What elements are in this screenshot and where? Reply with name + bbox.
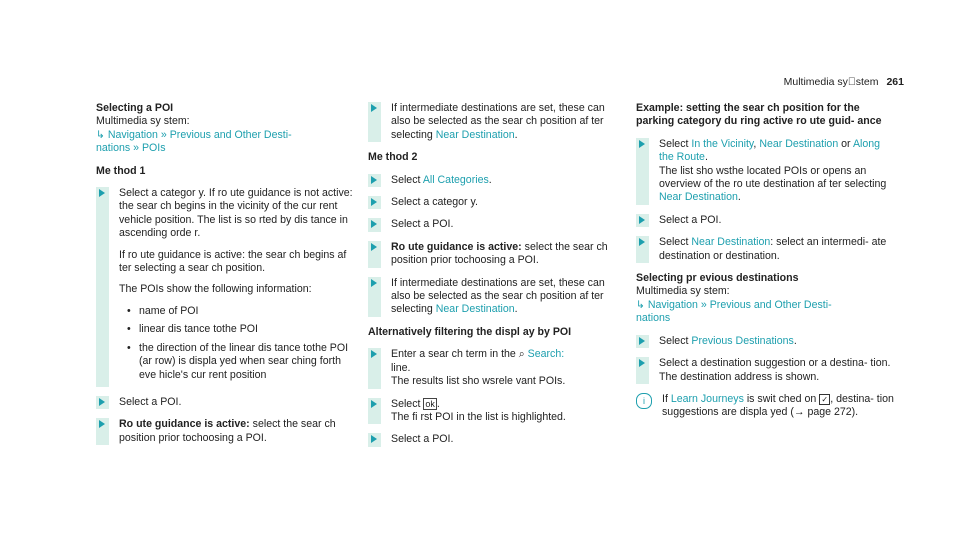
- link-previous-destinations[interactable]: Previous Destinations: [691, 334, 794, 347]
- link-near-destination[interactable]: Near Destination: [691, 236, 771, 249]
- step: [96, 396, 354, 409]
- link-near-destination[interactable]: Near Destination: [759, 137, 839, 150]
- step: [368, 348, 626, 388]
- play-arrow-icon: [639, 359, 645, 367]
- link-near-destination[interactable]: Near Destination: [659, 191, 738, 204]
- step: Select In the Vicinity, Near Destination or Along the Route. The list sho wsthe located POIs or opens an overview of the ro ute destination af ter selecting Near Destination.: [636, 138, 894, 205]
- step-text: Select: [391, 397, 424, 410]
- nav-path: [636, 299, 894, 326]
- info-note: [636, 393, 894, 420]
- nav-navigation[interactable]: Navigation: [647, 298, 698, 311]
- submenu-arrow-icon: ↳: [636, 298, 645, 311]
- nav-navigation[interactable]: Navigation: [107, 128, 158, 141]
- play-arrow-icon: [639, 216, 645, 224]
- play-arrow-icon: [371, 176, 377, 184]
- play-arrow-icon: [371, 104, 377, 112]
- submenu-arrow-icon: ↳: [96, 128, 105, 141]
- play-arrow-icon: [371, 198, 377, 206]
- step-text: The results list sho wsrele vant POIs.: [391, 375, 566, 388]
- search-icon: ⌕: [518, 348, 525, 361]
- info-icon: i: [636, 393, 652, 409]
- play-arrow-icon: [371, 350, 377, 358]
- step-text: Select: [659, 334, 692, 347]
- step-bold: Ro ute guidance is active:: [391, 240, 522, 253]
- list-item: • linear dis tance tothe POI: [131, 323, 354, 336]
- note-text: If: [662, 392, 671, 405]
- step: [96, 187, 354, 387]
- step-text: Select: [659, 236, 692, 249]
- step-bar: [96, 187, 109, 387]
- step-text: Enter a sear ch term in the: [391, 348, 519, 361]
- step-text: Select: [659, 137, 692, 150]
- note-text: is swit ched on: [743, 392, 820, 405]
- alt-heading: Alternatively filtering the displ ay by POI: [368, 325, 572, 338]
- step-text: Select a destination suggestion or a destina- tion.: [659, 357, 891, 370]
- step-text: : select an intermedi- ate destination or destination.: [659, 236, 887, 262]
- step-text: The list sho wsthe located POIs or opens an overview of the ro ute destination af ter selecting: [659, 164, 887, 191]
- link-learn-journeys[interactable]: Learn Journeys: [670, 392, 744, 405]
- section-title: Multimedia sy stem: [783, 76, 879, 88]
- step-text: If intermediate destinations are set, these can also be selected as the sear ch position af ter selecting: [391, 276, 605, 316]
- note-text: page 272).: [804, 406, 859, 419]
- link-along-the-route[interactable]: Along the Route: [659, 137, 881, 164]
- double-chevron-icon: »: [700, 298, 707, 311]
- step-text: Select: [391, 173, 423, 186]
- step: If intermediate destinations are set, these can also be selected as the sear ch position af ter selecting Near Destination.: [368, 277, 626, 317]
- step-text: line.: [391, 361, 411, 374]
- step-text: Select a POI.: [659, 213, 722, 226]
- heading-selecting-poi: Selecting a POI: [96, 102, 174, 114]
- method-1-heading: Me thod 1: [96, 164, 146, 177]
- step: Select ok . The fi rst POI in the list is highlighted.: [368, 398, 626, 425]
- play-arrow-icon: [99, 420, 105, 428]
- play-arrow-icon: [639, 238, 645, 246]
- play-arrow-icon: [371, 243, 377, 251]
- step: [636, 357, 894, 384]
- step: [368, 241, 626, 268]
- page-number: 261: [886, 76, 904, 88]
- list-item: • the direction of the linear dis tance tothe POI (ar row) is displa yed when sear ching forth eve hicle's cur rent position: [131, 342, 354, 382]
- step-text: The POIs show the following information:: [119, 283, 312, 296]
- column-2: [368, 102, 626, 447]
- play-arrow-icon: [371, 279, 377, 287]
- nav-previous-other[interactable]: Previous and Other Desti-: [169, 128, 292, 141]
- step: [368, 196, 626, 209]
- nav-nations[interactable]: nations: [636, 312, 671, 325]
- page-ref-arrow-icon: →: [793, 406, 805, 419]
- nav-pois[interactable]: POIs: [141, 142, 166, 155]
- play-arrow-icon: [371, 435, 377, 443]
- play-arrow-icon: [371, 220, 377, 228]
- step: If intermediate destinations are set, these can also be selected as the sear ch position af ter selecting Near Destination.: [368, 102, 626, 142]
- prev-heading: Selecting pr evious destinations: [636, 272, 799, 285]
- play-arrow-icon: [99, 189, 105, 197]
- system-label: Multimedia sy stem:: [636, 285, 730, 298]
- double-chevron-icon: »: [160, 128, 167, 141]
- step-text: Select a POI.: [119, 395, 182, 408]
- link-in-the-vicinity[interactable]: In the Vicinity: [691, 137, 754, 150]
- step-text: Select a categor y. If ro ute guidance is not active: the sear ch begins in the vicinity of the cur rent vehicle position. The list is so rted by dis tance in ascending orde r.: [119, 187, 353, 240]
- step: [368, 433, 626, 446]
- list-item: • name of POI: [131, 305, 354, 318]
- link-near-destination[interactable]: Near Destination: [435, 128, 515, 141]
- column-1: [96, 102, 354, 445]
- step-text: Select a POI.: [391, 218, 454, 231]
- info-list: [119, 305, 354, 382]
- step: Select All Categories.: [368, 174, 626, 187]
- step-text: The destination address is shown.: [659, 370, 820, 383]
- step-text: Select a POI.: [391, 433, 454, 446]
- step-bold: Ro ute guidance is active:: [119, 418, 250, 431]
- step: [368, 218, 626, 231]
- double-chevron-icon: »: [133, 142, 140, 155]
- nav-path: [96, 129, 354, 156]
- checkbox-checked-icon: ✓: [819, 394, 830, 405]
- play-arrow-icon: [371, 400, 377, 408]
- column-3: [636, 102, 894, 420]
- nav-nations[interactable]: nations: [96, 142, 131, 155]
- page-header: [784, 76, 904, 89]
- step-text: If ro ute guidance is active: the sear ch begins af ter selecting a sear ch position.: [119, 248, 347, 275]
- play-arrow-icon: [99, 398, 105, 406]
- ok-button-icon: ok: [425, 398, 435, 409]
- example-heading: Example: setting the sear ch position for the parking category du ring active ro ute guid- ance: [636, 102, 882, 128]
- step-text: or: [838, 137, 853, 150]
- system-label: Multimedia sy stem:: [96, 115, 190, 128]
- step-text: select the sear ch position prior tochoosing a POI.: [391, 240, 608, 267]
- step-text: Select a categor y.: [391, 196, 478, 209]
- step: [636, 214, 894, 227]
- note-text: , destina- tion suggestions are displa yed (: [662, 392, 894, 419]
- link-near-destination[interactable]: Near Destination: [435, 303, 515, 316]
- method-2-heading: Me thod 2: [368, 151, 418, 164]
- step: Select Previous Destinations.: [636, 335, 894, 348]
- nav-previous-other[interactable]: Previous and Other Desti-: [709, 298, 832, 311]
- play-arrow-icon: [639, 337, 645, 345]
- step-text: select the sear ch position prior tochoosing a POI.: [119, 418, 336, 444]
- step: [636, 236, 894, 263]
- step: [96, 418, 354, 445]
- step-text: If intermediate destinations are set, these can also be selected as the sear ch position af ter selecting: [391, 102, 605, 141]
- play-arrow-icon: [639, 140, 645, 148]
- link-search[interactable]: Search:: [527, 348, 565, 361]
- link-all-categories[interactable]: All Categories: [422, 173, 489, 186]
- step-text: The fi rst POI in the list is highlighted.: [391, 410, 566, 423]
